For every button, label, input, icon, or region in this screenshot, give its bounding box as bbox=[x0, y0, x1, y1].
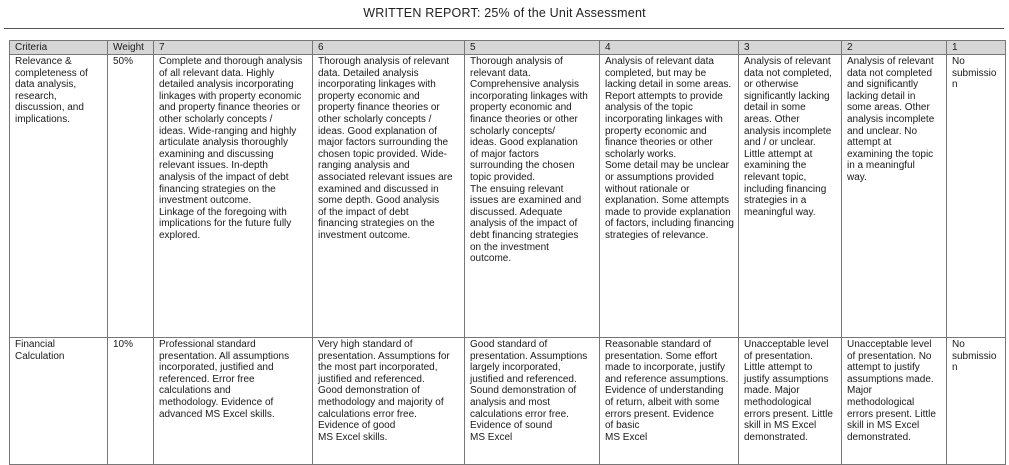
header-level-7: 7 bbox=[154, 41, 313, 55]
level-4-cell: Reasonable standard of presentation. Some effort made to incorporate, justify and reference assumptions. Evidence of understanding of return, albeit with some errors present. Evidence of basic MS Excel bbox=[600, 338, 739, 465]
criteria-cell: Relevance & completeness of data analysis, research, discussion, and implications. bbox=[10, 55, 108, 338]
page-title: WRITTEN REPORT: 25% of the Unit Assessment bbox=[363, 6, 646, 20]
weight-cell: 50% bbox=[108, 55, 154, 338]
rubric-table bbox=[9, 40, 1006, 465]
level-7-cell: Professional standard presentation. All assumptions incorporated, justified and referenced. Error free calculations and methodology. Evidence of advanced MS Excel skills. bbox=[154, 338, 313, 465]
header-level-4: 4 bbox=[600, 41, 739, 55]
criteria-cell: Financial Calculation bbox=[10, 338, 108, 465]
table-header-row bbox=[10, 41, 1006, 55]
table-row bbox=[10, 338, 1006, 465]
header-criteria: Criteria bbox=[10, 41, 108, 55]
header-level-3: 3 bbox=[739, 41, 842, 55]
level-2-cell: Unacceptable level of presentation. No attempt to justify assumptions made. Major methodological errors present. Little skill in MS Excel demonstrated. bbox=[842, 338, 947, 465]
level-4-cell: Analysis of relevant data completed, but may be lacking detail in some areas. Report attempts to provide analysis of the topic incorporating linkages with property economic and finance theories or other scholarly works. Some detail may be unclear or assumptions provided without rationale or explanation. Some attempts made to provide explanation of factors, including financing strategies of relevance. bbox=[600, 55, 739, 338]
level-5-cell: Good standard of presentation. Assumptions largely incorporated, justified and referenced. Sound demonstration of analysis and most calculations error free. Evidence of sound MS Excel bbox=[465, 338, 600, 465]
level-2-cell: Analysis of relevant data not completed and significantly lacking detail in some areas. Other analysis incomplete and unclear. No attempt at examining the topic in a meaningful way. bbox=[842, 55, 947, 338]
header-level-6: 6 bbox=[313, 41, 465, 55]
level-6-cell: Thorough analysis of relevant data. Detailed analysis incorporating linkages with property economic and property finance theories or other scholarly concepts / ideas. Good explanation of major factors surrounding the chosen topic provided. Wide- ranging analysis and associated relevant issues are examined and discussed in some depth. Good analysis of the impact of debt financing strategies on the investment outcome. bbox=[313, 55, 465, 338]
level-3-cell: Unacceptable level of presentation. Little attempt to justify assumptions made. Major methodological errors present. Little skill in MS Excel demonstrated. bbox=[739, 338, 842, 465]
level-6-cell: Very high standard of presentation. Assumptions for the most part incorporated, justified and referenced. Good demonstration of methodology and majority of calculations error free. Evidence of good MS Excel skills. bbox=[313, 338, 465, 465]
title-divider bbox=[4, 28, 1004, 29]
header-level-1: 1 bbox=[947, 41, 1006, 55]
level-3-cell: Analysis of relevant data not completed, or otherwise significantly lacking detail in some areas. Other analysis incomplete and / or unclear. Little attempt at examining the relevant topic, including financing strategies in a meaningful way. bbox=[739, 55, 842, 338]
table-row bbox=[10, 55, 1006, 338]
level-1-cell: No submission bbox=[947, 55, 1006, 338]
header-level-2: 2 bbox=[842, 41, 947, 55]
header-level-5: 5 bbox=[465, 41, 600, 55]
level-1-cell: No submission bbox=[947, 338, 1006, 465]
weight-cell: 10% bbox=[108, 338, 154, 465]
level-5-cell: Thorough analysis of relevant data. Comprehensive analysis incorporating linkages with property economic and finance theories or other scholarly concepts/ ideas. Good explanation of major factors surrounding the chosen topic provided. The ensuing relevant issues are examined and discussed. Adequate analysis of the impact of debt financing strategies on the investment outcome. bbox=[465, 55, 600, 338]
level-7-cell: Complete and thorough analysis of all relevant data. Highly detailed analysis incorporating linkages with property economic and property finance theories or other scholarly concepts / ideas. Wide-ranging and highly articulate analysis thoroughly examining and discussing relevant issues. In-depth analysis of the impact of debt financing strategies on the investment outcome. Linkage of the foregoing with implications for the future fully explored. bbox=[154, 55, 313, 338]
header-weight: Weight bbox=[108, 41, 154, 55]
